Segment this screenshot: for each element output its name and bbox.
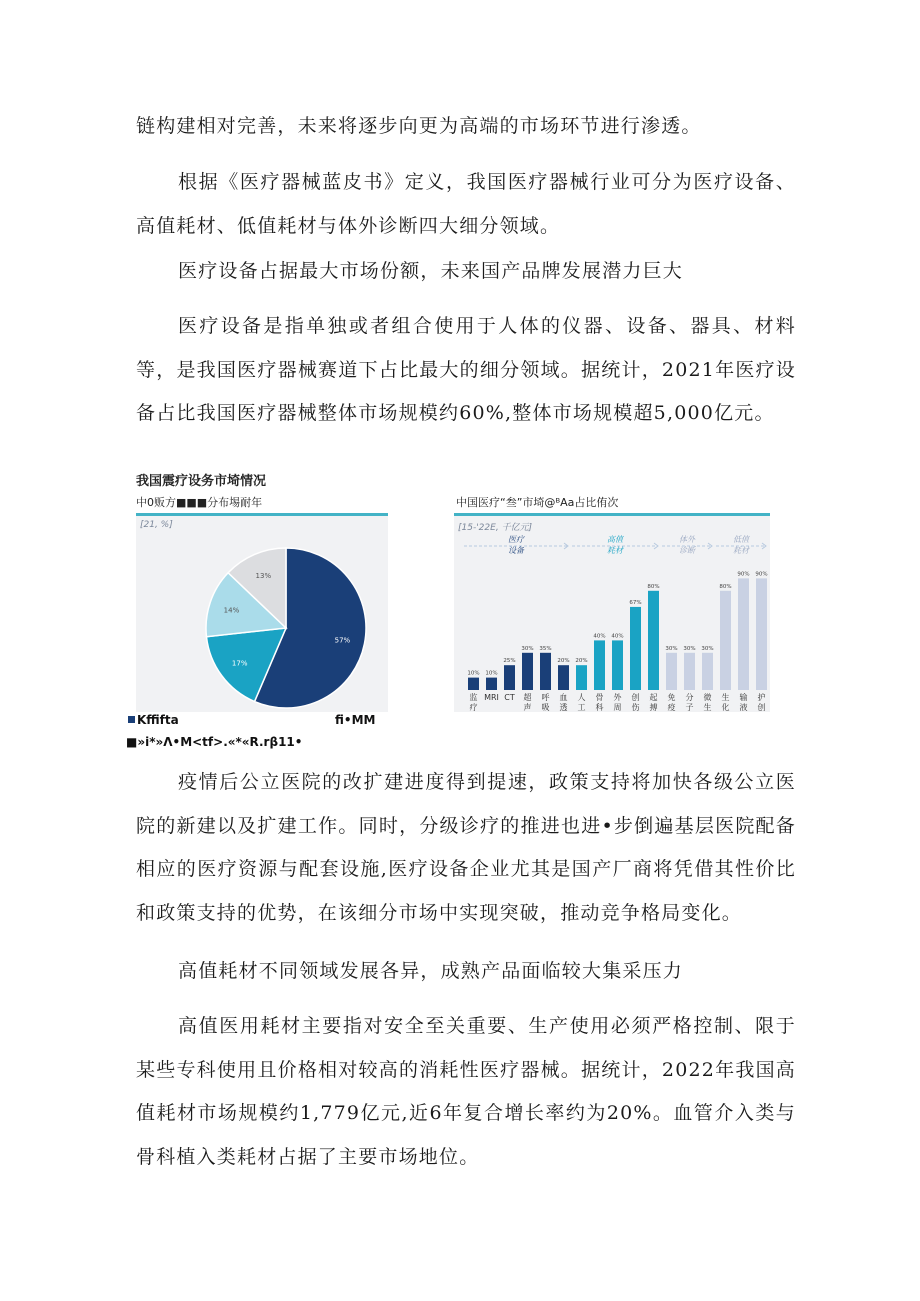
bar-category-label: 呼 bbox=[541, 693, 550, 702]
pie-data-label: 14% bbox=[223, 606, 240, 615]
bar-data-label: 67% bbox=[629, 599, 642, 606]
bar-data-label: 30% bbox=[665, 645, 678, 652]
bar-category-label: 外 bbox=[613, 693, 622, 702]
bar-category-label: 声 bbox=[523, 703, 532, 712]
bar-category-label: 骨 bbox=[595, 693, 604, 702]
bar-data-label: 40% bbox=[593, 633, 606, 640]
group-label: 耗材 bbox=[607, 546, 623, 555]
group-label: 医疗 bbox=[508, 535, 524, 544]
bar-category-label: 疫 bbox=[667, 703, 676, 712]
bar-data-label: 20% bbox=[575, 658, 588, 665]
bar-category-label: 人 bbox=[577, 693, 586, 702]
paragraph-5: 高值医用耗材主要指对安全至关重要、生产使用必须严格控制、限于某些专科使用且价格相对较高的消耗性医疗器械。据统计，2022年我国高值耗材市场规模约1,779亿元,近6年复合增长率约为20%。血管介入类与骨科植入类耗材占据了主要市场地位。 bbox=[136, 1015, 796, 1168]
bar bbox=[468, 678, 479, 690]
left-chart-subtitle: 中0贩方■■■分布埸耐年 bbox=[136, 496, 263, 509]
bar-category-label: CT bbox=[504, 693, 515, 702]
bar-data-label: 30% bbox=[683, 645, 696, 652]
bar-category-label: 化 bbox=[721, 703, 730, 712]
section-heading-consumables: 高值耗材不同领域发展各异，成熟产品面临较大集采压力 bbox=[178, 960, 684, 982]
bar bbox=[702, 653, 713, 690]
bar bbox=[486, 678, 497, 690]
bar bbox=[630, 607, 641, 690]
bar-category-label: 分 bbox=[685, 693, 694, 702]
bar bbox=[522, 653, 533, 690]
bar-category-label: 微 bbox=[703, 693, 712, 702]
pie-data-label: 13% bbox=[255, 572, 272, 581]
bar bbox=[684, 653, 695, 690]
bar-category-label: 监 bbox=[469, 693, 478, 702]
pie-data-label: 17% bbox=[231, 659, 248, 668]
bar-category-label: 吸 bbox=[541, 703, 550, 712]
bar-category-label: 超 bbox=[523, 693, 532, 702]
paragraph-4: 疫情后公立医院的改扩建进度得到提速，政策支持将加快各级公立医院的新建以及扩建工作。同时，分级诊疗的推进也进•步倒遍基层医院配备相应的医疗资源与配套设施,医疗设备企业尤其是国产厂商将凭借其性价比和政策支持的优势，在该细分市场中实现突破，推动竞争格局变化。 bbox=[136, 771, 796, 924]
group-label: 诊断 bbox=[679, 546, 695, 555]
bar-category-label: 创 bbox=[631, 693, 640, 702]
bar-data-label: 35% bbox=[539, 645, 552, 652]
bar-category-label: 透 bbox=[559, 703, 568, 712]
bar-data-label: 20% bbox=[557, 658, 570, 665]
bar-category-label: 血 bbox=[559, 693, 568, 702]
pie-data-label: 57% bbox=[334, 636, 351, 645]
bar bbox=[504, 665, 515, 690]
bar-category-label: 输 bbox=[739, 693, 748, 702]
bar bbox=[576, 665, 587, 690]
bar-category-label: 周 bbox=[613, 703, 622, 712]
bar-category-label: 免 bbox=[667, 693, 676, 702]
right-chart-subtitle: 中国医疗“叁”市埼@ᴮAa占比侑次 bbox=[456, 496, 619, 509]
bar-category-label: 创 bbox=[757, 703, 766, 712]
right-chart-unit: [15-'22E, 千亿元] bbox=[458, 523, 533, 533]
bar-category-label: 工 bbox=[577, 703, 586, 712]
bar bbox=[666, 653, 677, 690]
bar bbox=[594, 640, 605, 690]
bar bbox=[720, 591, 731, 690]
bar-data-label: 90% bbox=[737, 571, 750, 578]
legend-swatch bbox=[128, 716, 135, 723]
legend-row-1 bbox=[128, 713, 179, 727]
bar bbox=[738, 578, 749, 690]
bar-data-label: 30% bbox=[701, 645, 714, 652]
paragraph-3: 医疗设备是指单独或者组合使用于人体的仪器、设备、器具、材料等，是我国医疗器械赛道下占比最大的细分领域。据统计，2021年医疗设备占比我国医疗器械整体市场规模约60%,整体市场规模超5,000亿元。 bbox=[136, 315, 796, 424]
bar-category-label: 生 bbox=[703, 703, 712, 712]
bar-data-label: 25% bbox=[503, 658, 516, 665]
bar-category-label: 搏 bbox=[649, 703, 658, 712]
left-chart-unit: [21, %] bbox=[140, 520, 173, 530]
paragraph-1: 链构建相对完善，未来将逐步向更为高端的市场环节进行渗透。 bbox=[136, 115, 702, 137]
bar bbox=[540, 653, 551, 690]
bar-data-label: 80% bbox=[647, 583, 660, 590]
group-label: 设备 bbox=[508, 546, 524, 555]
bar-data-label: 40% bbox=[611, 633, 624, 640]
bar-data-label: 10% bbox=[485, 670, 498, 677]
bar-category-label: 疗 bbox=[469, 703, 478, 712]
group-label: 高值 bbox=[607, 535, 623, 544]
bar-category-label: 液 bbox=[739, 703, 748, 712]
bar-data-label: 90% bbox=[755, 571, 768, 578]
legend-label-2: fi•MM bbox=[335, 713, 376, 727]
group-label: 低值 bbox=[733, 535, 749, 544]
group-label: 耗材 bbox=[733, 546, 749, 555]
bar-category-label: 起 bbox=[649, 693, 658, 702]
bar bbox=[756, 578, 767, 690]
bar-data-label: 10% bbox=[467, 670, 480, 677]
bar-category-label: 生 bbox=[721, 693, 730, 702]
bar-data-label: 80% bbox=[719, 583, 732, 590]
group-label: 体外 bbox=[679, 535, 695, 544]
bar-chart bbox=[454, 516, 770, 712]
bar-category-label: MRI bbox=[484, 693, 499, 702]
legend-label-1: Kffifta bbox=[137, 713, 179, 727]
bar-category-label: 伤 bbox=[631, 703, 640, 712]
bar bbox=[648, 591, 659, 690]
paragraph-2: 根据《医疗器械蓝皮书》定义，我国医疗器械行业可分为医疗设备、高值耗材、低值耗材与体外诊断四大细分领域。 bbox=[136, 171, 796, 237]
bar-category-label: 子 bbox=[685, 703, 694, 712]
bar-category-label: 科 bbox=[595, 703, 604, 712]
figure-title: 我国震疗设务市埼情况 bbox=[136, 474, 267, 489]
bar bbox=[612, 640, 623, 690]
legend-row-2: ■»i*»Λ•M<tf>.«*«R.rβ11• bbox=[126, 735, 303, 749]
bar bbox=[558, 665, 569, 690]
section-heading-equipment: 医疗设备占据最大市场份额，未来国产品牌发展潜力巨大 bbox=[178, 260, 684, 282]
pie-chart bbox=[136, 516, 388, 712]
bar-data-label: 30% bbox=[521, 645, 534, 652]
bar-category-label: 护 bbox=[757, 693, 766, 702]
